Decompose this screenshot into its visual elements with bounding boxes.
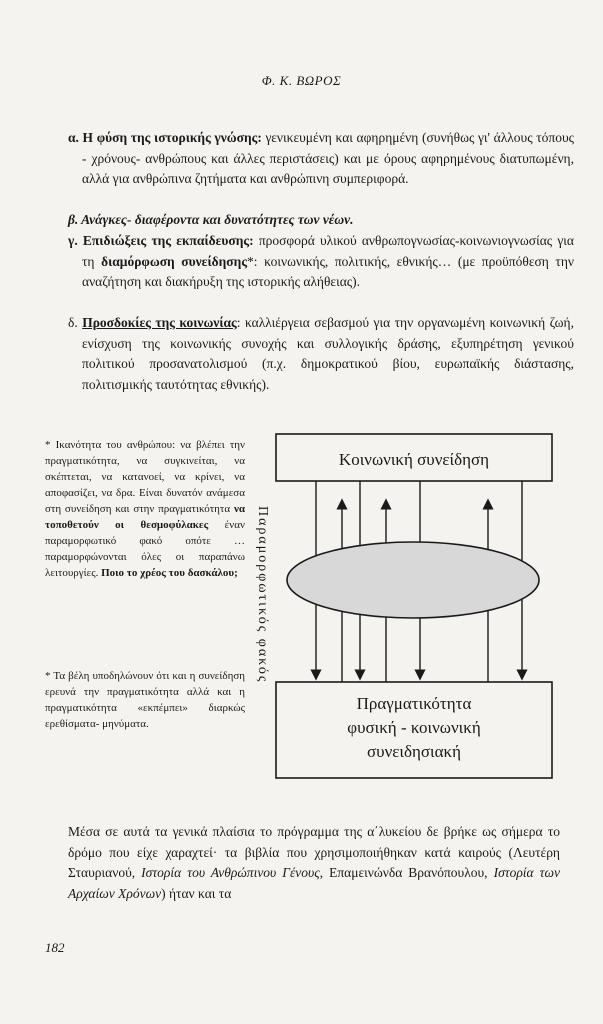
reality-line-1: Πραγματικότητα [356, 694, 472, 713]
consciousness-diagram [260, 420, 570, 790]
closing-book-1: Ιστορία του Ανθρώπινου Γένους [141, 865, 320, 880]
closing-text-2: , Επαμεινώνδα Βρανόπουλου, [319, 865, 494, 880]
running-header: Φ. Κ. ΒΩΡΟΣ [261, 73, 342, 88]
closing-paragraph [68, 822, 560, 904]
item-c [68, 231, 574, 293]
side-note-1-question: Ποιο το χρέος του δασκάλου; [101, 567, 238, 579]
item-a-text: γενικευμένη και αφηρημένη (συνήθως γι' άλλους τόπους - χρόνους- ανθρώπους και άλλες περιστάσεις) και με όρους αφηρημένους διατυπωμένη, αλλά για ανθρώπινα ζητήματα και ανθρώπινη συμπεριφορά. [82, 130, 574, 186]
item-d-prefix: δ. [68, 315, 83, 330]
closing-text-3: ) ήταν και τα [161, 885, 232, 901]
lens-vertical-label: Παραμορφωτικός φακός [255, 506, 270, 684]
side-note-1-text-a: * Ικανότητα του ανθρώπου: να βλέπει την πραγματικότητα, να συγκινείται, να σκέπτεται, να κατανοεί, να κρίνει, να αποφασίζει, να δρα. Είναι δυνατόν ανάμεσα στη συνείδηση και στην πραγματικότητα [45, 439, 245, 515]
reality-line-2: φυσική - κοινωνική [347, 718, 481, 737]
item-a-label: α. Η φύση της ιστορικής γνώσης: [68, 130, 262, 145]
closing-text-1: Μέσα σε αυτά τα γενικά πλαίσια το πρόγραμμα της α΄λυκείου δε βρήκε ως σήμερα το δρόμο που είχε χαραχτεί· τα βιβλία που χρησιμοποιήθηκαν κατά καιρούς (Λευτέρη Σταυριανού, [68, 824, 560, 880]
item-c-label: γ. Επιδιώξεις της εκπαίδευσης: [68, 233, 254, 248]
page-number: 182 [45, 940, 65, 955]
item-d-text: : καλλιέργεια σεβασμού για την οργανωμένη κοινωνική ζωή, ενίσχυση της κοινωνικής συνοχής και συλλογικής δράσης, εξυπηρέτηση γενικού πολιτικού προσανατολισμού (π.χ. δημοκρατικού βίου, ευρωπαϊκής διάστασης, πολιτισμικής ταυτότητας εθνικής). [82, 315, 574, 392]
closing-book-2: Ιστορία των Αρχαίων Χρόνων [68, 865, 560, 901]
item-d [68, 313, 574, 395]
reality-line-3: συνειδησιακή [367, 742, 461, 761]
side-note-1-bold: να τοποθετούν οι θεσμοφύλακες [45, 503, 245, 531]
side-note-1 [45, 437, 245, 581]
item-b-label: β. Ανάγκες- διαφέροντα και δυνατότητες των νέων. [68, 212, 354, 227]
item-c-text1: προσφορά υλικού ανθρωπογνωσίας-κοινωνιογνωσίας για τη [82, 233, 575, 269]
item-c-text2: *: κοινωνικής, πολιτικής, εθνικής… (με προϋπόθεση την αναζήτηση και διακήρυξη της ιστορικής αλήθειας). [82, 253, 574, 289]
item-b [68, 210, 574, 231]
item-a [68, 128, 574, 190]
distorting-lens [287, 542, 539, 618]
consciousness-box-label: Κοινωνική συνείδηση [338, 450, 490, 469]
item-d-label: Προσδοκίες της κοινωνίας [82, 315, 237, 330]
side-note-1-text-b: έναν παραμορφωτικό φακό οπότε … παραμορφώνονται όλες οι παραπάνω λειτουργίες. [45, 519, 245, 579]
side-note-2: * Τα βέλη υποδηλώνουν ότι και η συνείδηση ερευνά την πραγματικότητα αλλά και η πραγματικότητα «εκπέμπει» διαρκώς ερεθίσματα- μηνύματα. [45, 670, 245, 730]
item-c-bold: διαμόρφωση συνείδησης [101, 253, 248, 269]
